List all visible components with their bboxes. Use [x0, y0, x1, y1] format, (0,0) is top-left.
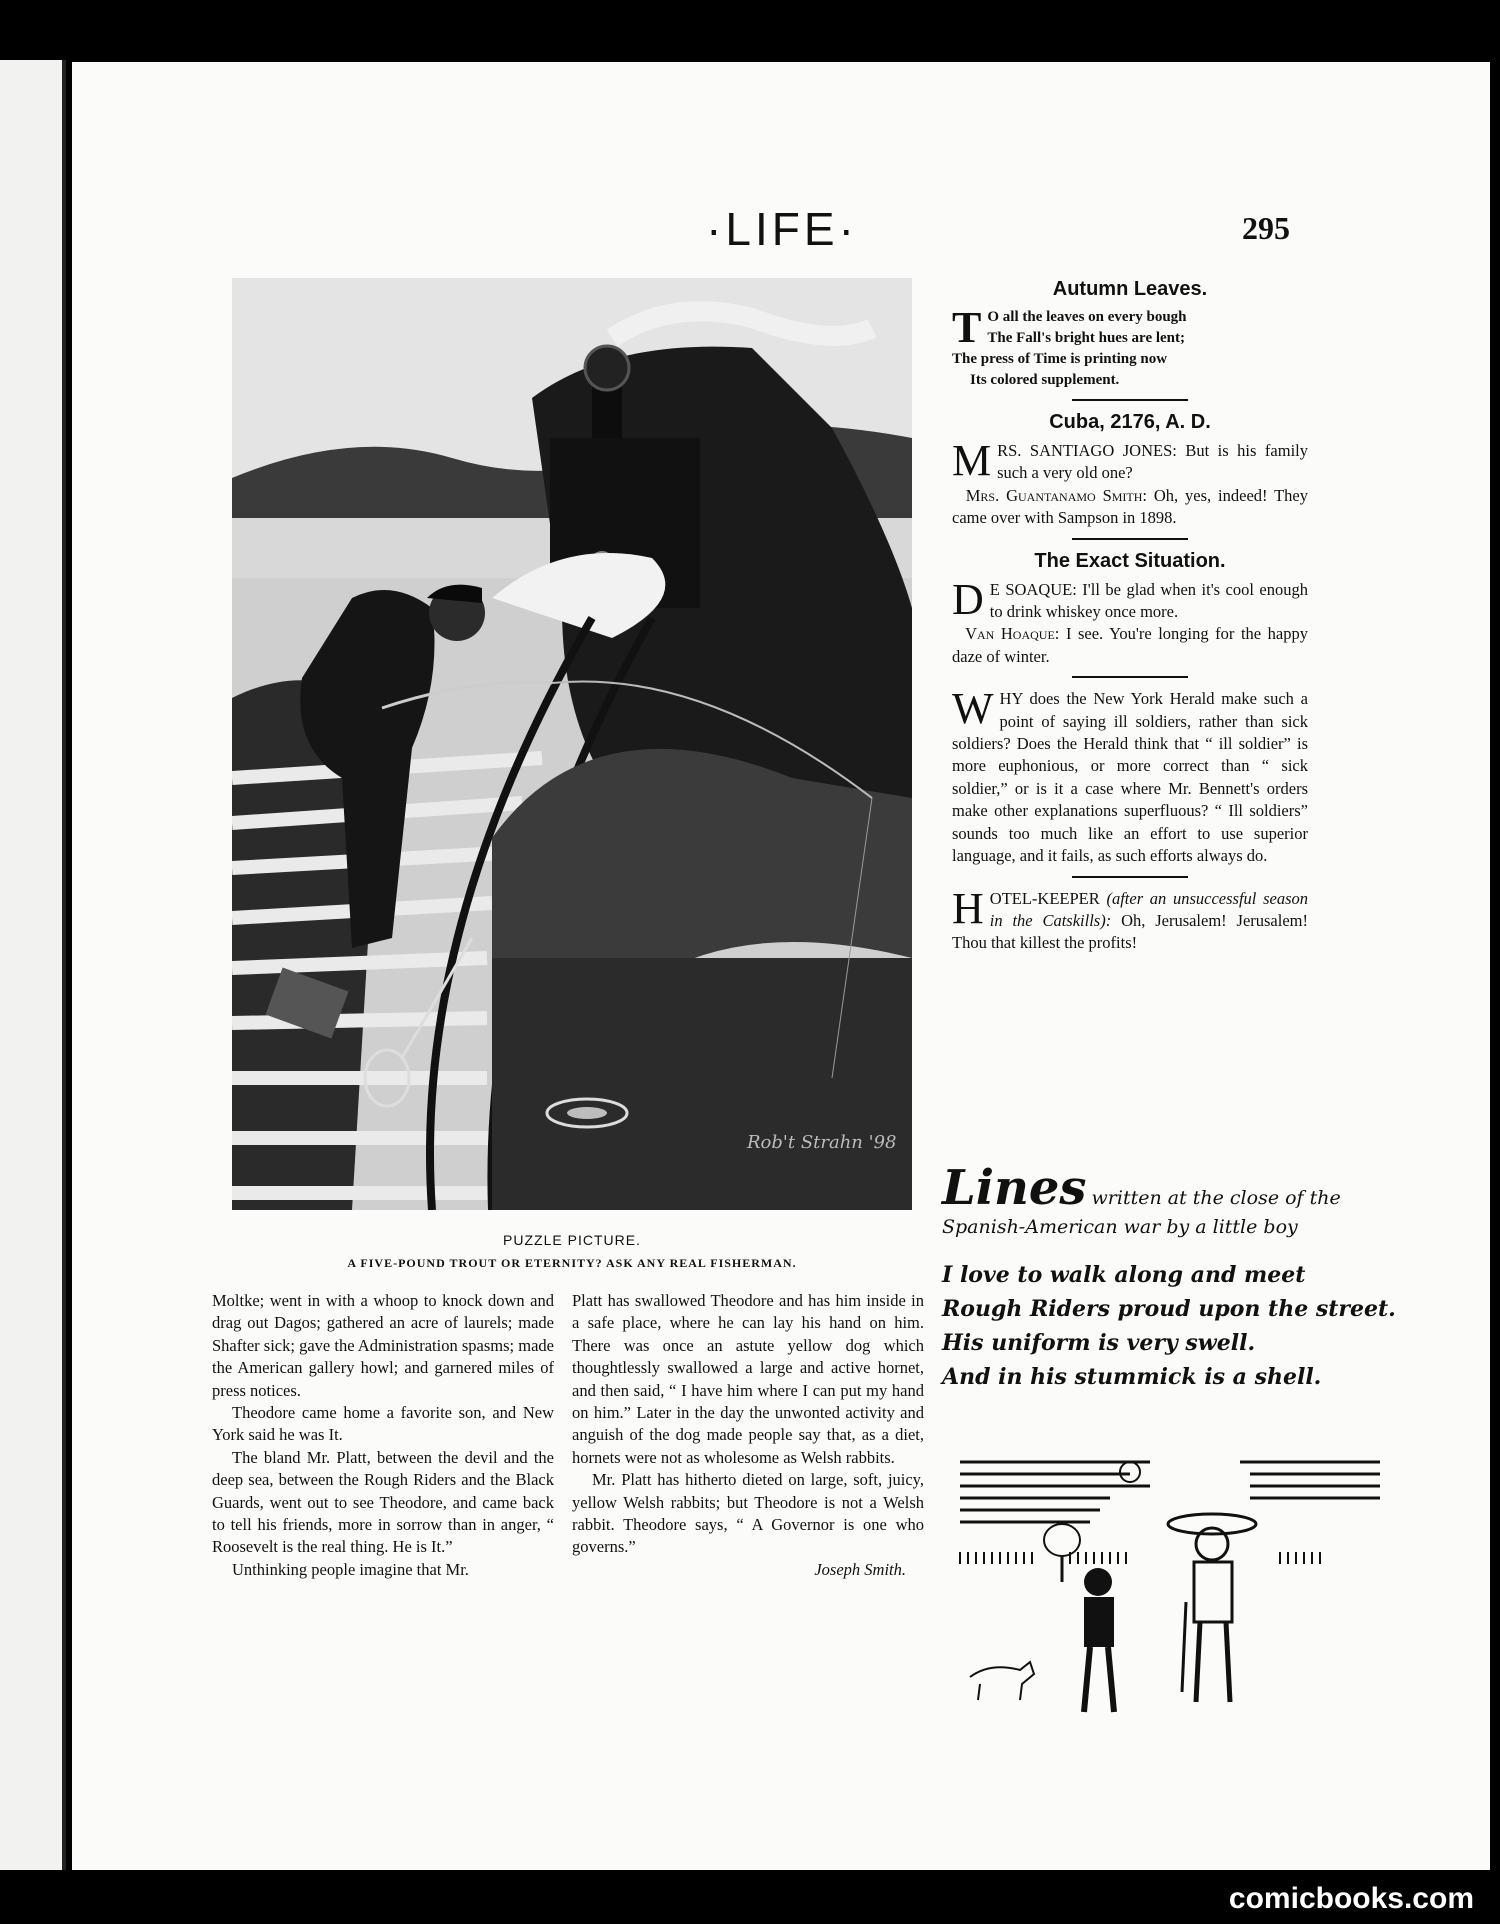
paragraph: Theodore came home a favorite son, and New York said he was It.	[212, 1403, 554, 1445]
verse-line: His uniform is very swell.	[942, 1330, 1256, 1356]
caption-title: PUZZLE PICTURE.	[503, 1232, 641, 1248]
puzzle-illustration	[232, 278, 912, 1210]
speaker: Van Hoaque:	[965, 624, 1060, 644]
speaker: Mrs. Guantanamo Smith:	[965, 485, 1148, 505]
cuba-title: Cuba, 2176, A. D.	[1049, 411, 1211, 433]
verse-line: I love to walk along and meet	[942, 1262, 1306, 1288]
cuba-text: MRS. SANTIAGO JONES: But is his family such a very old one? Mrs. Guantanamo Smith: Oh, yes, indeed! They came over with Sampson in 1898.	[952, 436, 1308, 528]
divider	[1072, 538, 1188, 540]
poem-line: The Fall's bright hues are lent;	[987, 330, 1186, 346]
paragraph: Mr. Platt has hitherto dieted on large, soft, juicy, yellow Welsh rabbits; but Theodore is not a Welsh rabbit. Theodore says, “ A Governor is one who governs.”	[572, 1470, 924, 1557]
poem-line: O all the leaves on every bough	[987, 309, 1187, 325]
poem-line: The press of Time is printing now	[952, 351, 1168, 367]
handwritten-poem	[942, 1160, 1402, 1394]
article-signature: Joseph Smith.	[814, 1559, 906, 1579]
verse-line: Rough Riders proud upon the street.	[942, 1296, 1396, 1322]
page-number: 295	[1242, 210, 1290, 246]
child-drawing-sketch	[950, 1452, 1390, 1752]
drop-cap: D	[952, 574, 984, 624]
facing-page-edge	[0, 60, 66, 1870]
divider	[1072, 676, 1188, 678]
divider	[1072, 399, 1188, 401]
drop-cap: M	[952, 436, 992, 485]
illustration-caption	[232, 1232, 912, 1271]
paragraph: Moltke; went in with a whoop to knock down and drag out Dagos; gathered an acre of laurels; made Shafter sick; gave the Administration spasms; made the American gallery howl; and garnered miles of press notices.	[212, 1291, 554, 1400]
artist-signature: Rob't Strahn '98	[747, 1132, 897, 1153]
article-column-right	[572, 1290, 924, 1581]
paragraph: Platt has swallowed Theodore and has him inside in a safe place, where he can lay his hand on him. There was once an astute yellow dog which thoughtlessly swallowed a large and active hornet, and then said, “ I have him where I can put my hand on him.” Later in the day the unwonted activity and anguish of the dog made people say that, as a diet, hornets were not as wholesome as Welsh rabbits.	[572, 1291, 924, 1467]
page-header	[72, 202, 1490, 262]
drop-cap: T	[952, 303, 982, 352]
magazine-page	[72, 62, 1490, 1870]
poem-line: Its colored supplement.	[970, 372, 1120, 388]
magazine-title: ·LIFE·	[706, 203, 858, 255]
caption-subtitle: A FIVE-POUND TROUT OR ETERNITY? ASK ANY REAL FISHERMAN.	[347, 1256, 797, 1270]
paragraph: Unthinking people imagine that Mr.	[232, 1559, 469, 1579]
divider	[1072, 876, 1188, 878]
handwritten-verse	[942, 1258, 1402, 1394]
exact-situation-title: The Exact Situation.	[1034, 549, 1226, 572]
autumn-leaves-poem	[952, 303, 1308, 391]
sidebar-column	[952, 278, 1308, 955]
article-column-left	[212, 1290, 554, 1581]
handwritten-subtitle: written at the close of the Spanish-American war by a little boy	[942, 1187, 1341, 1238]
drop-cap: H	[952, 883, 984, 933]
autumn-leaves-title: Autumn Leaves.	[1052, 278, 1208, 300]
exact-situation-text: D E SOAQUE: I'll be glad when it's cool enough to drink whiskey once more. Van Hoaque: I see. You're longing for the happy daze of winter.	[952, 574, 1308, 666]
paragraph: The bland Mr. Platt, between the devil and the deep sea, between the Rough Riders and the Black Guards, went out to see Theodore, and came back to tell his friends, more in sorrow than in anger, “ Roosevelt is the real thing. He is It.”	[212, 1447, 554, 1557]
watermark: comicbooks.com	[1228, 1882, 1474, 1915]
verse-line: And in his stummick is a shell.	[942, 1364, 1322, 1390]
herald-paragraph: WHY does the New York Herald make such a point of saying ill soldiers, rather than sick soldiers? Does the Herald think that “ ill soldier” is more euphonious, or more correct than “ sick soldier,” or is it a case where Mr. Bennett's orders make other explanations superfluous? “ Ill soldiers” sounds too much like an effort to use superior language, and it fails, as such efforts always do.	[952, 684, 1308, 866]
hotel-keeper-paragraph: HOTEL-KEEPER (after an unsuccessful season in the Catskills): Oh, Jerusalem! Jerusalem! Thou that killest the profits!	[952, 883, 1308, 953]
handwritten-title-word: Lines	[942, 1160, 1087, 1216]
drop-cap: W	[952, 684, 994, 734]
